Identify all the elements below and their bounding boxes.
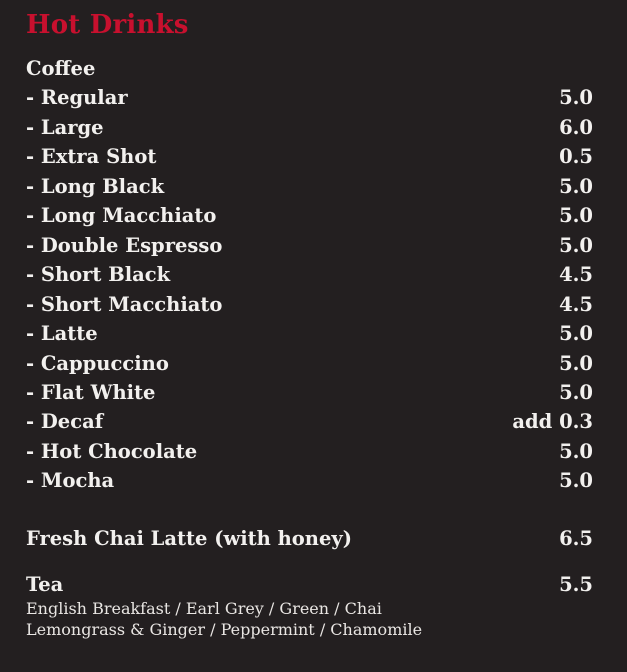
- menu-item-cappuccino: [26, 352, 593, 376]
- menu-item-flat-white: [26, 381, 593, 405]
- menu-item-name: - Double Espresso: [26, 234, 223, 257]
- menu-item-mocha: [26, 469, 593, 493]
- menu-item-price: 0.5: [559, 145, 593, 168]
- menu-title: Hot Drinks: [26, 10, 189, 40]
- menu-item-hot-chocolate: [26, 440, 593, 464]
- tea-varieties-line-1: English Breakfast / Earl Grey / Green / Chai: [26, 599, 382, 618]
- menu-item-name: - Hot Chocolate: [26, 440, 198, 463]
- menu-item-name: - Decaf: [26, 410, 104, 433]
- menu-item-regular: [26, 86, 593, 110]
- coffee-heading: [26, 57, 593, 81]
- menu-item-price: 5.0: [559, 469, 593, 492]
- menu-item-name: Tea: [26, 573, 64, 596]
- menu-item-price: 5.0: [559, 234, 593, 257]
- tea-varieties-line-2: Lemongrass & Ginger / Peppermint / Chamomile: [26, 620, 423, 639]
- menu-item-chai-latte: [26, 527, 593, 551]
- menu-item-price: 5.0: [559, 86, 593, 109]
- menu-item-name: - Latte: [26, 322, 98, 345]
- menu-item-decaf: [26, 410, 593, 434]
- menu-item-extra-shot: [26, 145, 593, 169]
- menu-item-tea: [26, 573, 593, 597]
- menu-item-short-black: [26, 263, 593, 287]
- menu-item-name: Fresh Chai Latte (with honey): [26, 527, 352, 550]
- hot-drinks-menu: [26, 0, 593, 672]
- menu-item-price: 5.0: [559, 440, 593, 463]
- menu-item-double-espresso: [26, 234, 593, 258]
- menu-item-long-macchiato: [26, 204, 593, 228]
- menu-item-name: - Regular: [26, 86, 128, 109]
- menu-item-latte: [26, 322, 593, 346]
- menu-item-name: - Extra Shot: [26, 145, 157, 168]
- menu-item-name: - Large: [26, 116, 104, 139]
- menu-item-large: [26, 116, 593, 140]
- menu-item-name: - Mocha: [26, 469, 115, 492]
- menu-item-short-macchiato: [26, 293, 593, 317]
- menu-item-price: 5.0: [559, 204, 593, 227]
- menu-item-price: 6.0: [559, 116, 593, 139]
- menu-item-price: 5.0: [559, 175, 593, 198]
- menu-item-price: 6.5: [559, 527, 593, 550]
- menu-item-name: - Short Macchiato: [26, 293, 223, 316]
- menu-item-name: - Short Black: [26, 263, 171, 286]
- menu-item-price: 5.5: [559, 573, 593, 596]
- coffee-heading-label: Coffee: [26, 57, 96, 80]
- menu-item-price: 4.5: [559, 263, 593, 286]
- menu-item-long-black: [26, 175, 593, 199]
- menu-item-price: 5.0: [559, 381, 593, 404]
- menu-item-price: 5.0: [559, 352, 593, 375]
- menu-item-price: 5.0: [559, 322, 593, 345]
- menu-item-price: add 0.3: [512, 410, 593, 433]
- menu-item-name: - Long Macchiato: [26, 204, 217, 227]
- menu-item-name: - Long Black: [26, 175, 165, 198]
- menu-item-price: 4.5: [559, 293, 593, 316]
- menu-item-name: - Cappuccino: [26, 352, 169, 375]
- menu-item-name: - Flat White: [26, 381, 156, 404]
